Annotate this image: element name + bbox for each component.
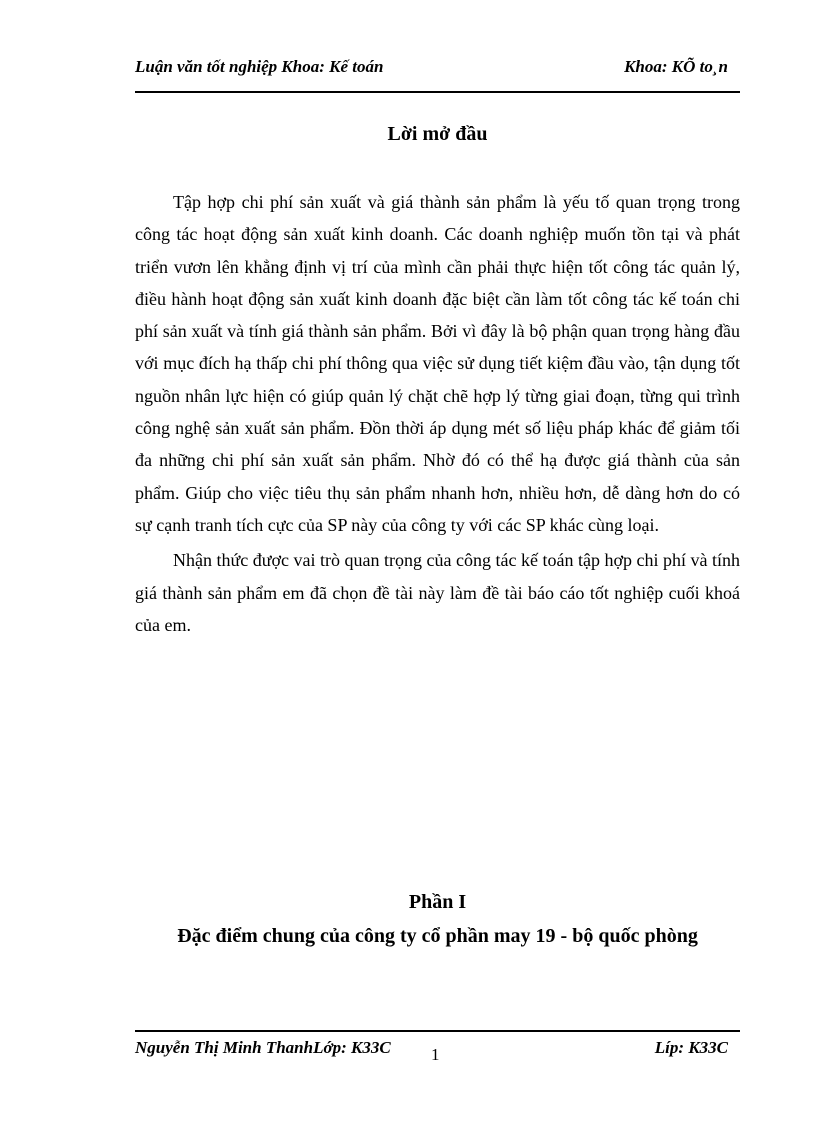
header-right-text: Khoa: KÕ to¸n — [624, 57, 728, 76]
part-label: Phần I — [408, 891, 467, 913]
body-text — [135, 186, 740, 641]
footer-left-text: Nguyễn Thị Minh ThanhLớp: K33C — [135, 1038, 391, 1057]
paragraph-1: Tập hợp chi phí sản xuất và giá thành sản phẩm là yếu tố quan trọng trong công tác hoạt động sản xuất kinh doanh. Các doanh nghiệp muốn tồn tại và phát triển vươn lên khẳng định vị trí của mình cần phải thực hiện tốt công tác quản lý, điều hành hoạt động sản xuất kinh doanh đặc biệt cần làm tốt công tác kế toán chi phí sản xuất và tính giá thành sản phẩm. Bởi vì đây là bộ phận quan trọng hàng đầu với mục đích hạ thấp chi phí thông qua việc sử dụng tiết kiệm đầu vào, tận dụng tốt nguồn nhân lực hiện có giúp quản lý chặt chẽ hợp lý từng giai đoạn, từng qui trình công nghệ sản xuất sản phẩm. Đồn thời áp dụng mét số liệu pháp khác để giảm tối đa những chi phí sản xuất sản phẩm. Nhờ đó có thể hạ được giá thành của sản phẩm. Giúp cho việc tiêu thụ sản phẩm nhanh hơn, nhiều hơn, dễ dàng hơn do có sự cạnh tranh tích cực của SP này của công ty với các SP khác cùng loại. — [135, 192, 740, 535]
footer-right-text: Líp: K33C — [654, 1038, 728, 1057]
header-left-text: Luận văn tốt nghiệp Khoa: Kế toán — [135, 57, 384, 76]
page-footer — [135, 1030, 740, 1072]
part-title: Đặc điểm chung của công ty cổ phần may 19 - bộ quốc phòng — [177, 925, 698, 947]
paragraph-2: Nhận thức được vai trò quan trọng của công tác kế toán tập hợp chi phí và tính giá thành sản phẩm em đã chọn đề tài này làm đề tài báo cáo tốt nghiệp cuối khoá của em. — [135, 550, 740, 635]
page-header — [135, 55, 740, 93]
page-title: Lời mở đầu — [387, 123, 488, 145]
page-number: 1 — [431, 1045, 440, 1064]
